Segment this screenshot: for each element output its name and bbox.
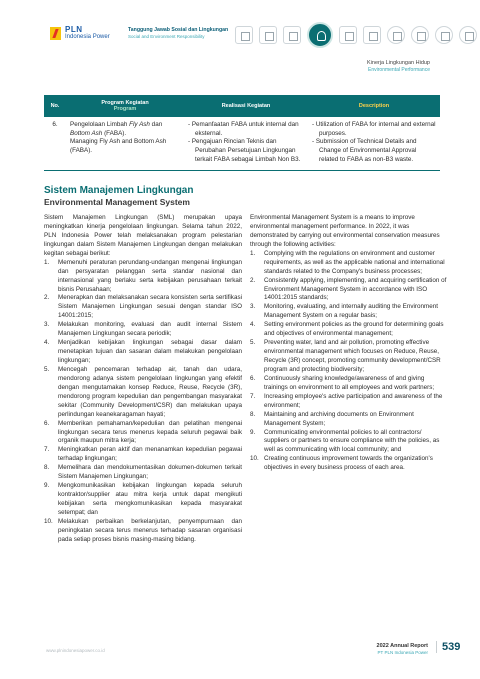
leaf-icon[interactable] <box>307 22 333 48</box>
section-heading <box>44 185 193 207</box>
row-no: 6. <box>44 117 66 171</box>
heading-id: Sistem Manajemen Lingkungan <box>44 185 194 196</box>
row-program-id: Pengelolaan Limbah Fly Ash dan Bottom Ash (FABA). <box>70 121 163 137</box>
row-description <box>308 117 440 171</box>
list-item <box>250 393 448 411</box>
row-program-en: Managing Fly Ash and Bottom Ash (FABA). <box>70 138 167 155</box>
list-item-text: Complying with the regulations on environment and customer requirements, as well as the applicable national and international standards related to the Company's business processes; <box>264 249 445 275</box>
list-item <box>250 321 448 339</box>
list-item-text: Setting environment policies as the ground for determining goals and objectives of environmental management; <box>264 321 444 338</box>
chapter-title-id: Tanggung Jawab Sosial dan Lingkungan <box>128 27 229 33</box>
list-item-text: Menjadikan kebijakan lingkungan sebagai dasar dalam menetapkan tujuan dan sasaran dalam melakukan pengelolaan lingkungan; <box>58 339 242 364</box>
list-item-text: Continuously sharing knowledge/awareness of and giving trainings on environment to all employees and work partners; <box>264 374 435 391</box>
list-item-number: 8. <box>250 410 256 418</box>
badge-icon[interactable] <box>411 26 429 44</box>
header-no: No. <box>44 95 66 117</box>
list-item-number: 1. <box>44 258 50 266</box>
list-item-number: 8. <box>44 464 50 472</box>
list-item-text: Maintaining and archiving documents on Environment Management System; <box>264 410 414 427</box>
program-table <box>44 95 440 171</box>
list-item-text: Increasing employee's active participation and awareness of the environment; <box>264 392 443 409</box>
list-item: - Pengajuan Rincian Teknis dan Perubahan Persetujuan Lingkungan terkait FABA sebagai Limbah Non B3. <box>188 138 304 164</box>
header-program-en: Program <box>113 106 137 112</box>
list-item-text: Communicating environmental policies to all contractors/ suppliers or partners to ensure compliance with the policies, as well as communicating with local community; and <box>264 428 440 454</box>
list-item <box>250 429 448 456</box>
list-item-number: 10. <box>250 455 259 463</box>
list-item <box>44 321 242 339</box>
list-item-text: Menerapkan dan melaksanakan secara konsisten serta sertifikasi Sistem Manajemen Lingkungan sesuai dengan standar ISO 14001:2015; <box>58 294 242 320</box>
company-logo[interactable] <box>50 26 110 40</box>
list-item-text: Mencegah pencemaran terhadap air, tanah dan udara, mendorong adanya sistem pengelolaan lingkungan yang efektif dengan mengutamakan konsep Reduce, Reuse, Recycle (3R), mendorong program kepedulian dan pengembangan masyarakat sekitar (Community Development/CSR) dan melakukan upaya perlindungan keanekaragaman hayati; <box>58 365 242 418</box>
list-item-number: 7. <box>250 392 256 400</box>
list-item-number: 4. <box>44 339 50 347</box>
list-item-number: 5. <box>250 339 256 347</box>
list-item-number: 6. <box>250 374 256 382</box>
row-realisasi <box>184 117 308 171</box>
list-item-number: 4. <box>250 321 256 329</box>
intro-en: Environmental Management System is a means to improve environmental management performance. In 2022, it was demonstrated by carrying out environmental conservation measures through the following activities: <box>250 214 440 248</box>
badge-icon[interactable] <box>435 26 453 44</box>
list-item <box>44 464 242 482</box>
list-id <box>44 259 242 545</box>
list-item <box>44 366 242 420</box>
chapter-nav <box>235 22 480 48</box>
list-item-text: Monitoring, evaluating, and internally auditing the Environment Management System on a regular basis; <box>264 303 438 320</box>
footer-report <box>377 643 428 655</box>
list-item-text: Melakukan perbaikan berkelanjutan, penyempurnaan dan peningkatan secara terus menerus terhadap sasaran organisasi pada setiap proses bisnis masing-masing bidang. <box>58 517 242 543</box>
list-item <box>250 277 448 304</box>
list-item: - Pemanfaatan FABA untuk internal dan eksternal. <box>188 121 304 138</box>
right-column <box>250 214 448 473</box>
list-item <box>250 411 448 429</box>
list-item <box>250 455 448 473</box>
list-item <box>44 518 242 545</box>
list-item-number: 7. <box>44 446 50 454</box>
logo-name: PLN <box>65 25 83 34</box>
list-item <box>44 339 242 366</box>
badge-icon[interactable] <box>459 26 477 44</box>
list-en <box>250 250 448 473</box>
section-header <box>367 60 430 73</box>
list-item-text: Preventing water, land and air pollution, promoting effective environmental management which focuses on Reduce, Reuse, Recycle (3R) concept, promoting community development/CSR program and protecting biodiversity; <box>264 339 441 373</box>
logo-subtitle: Indonesia Power <box>65 34 110 40</box>
list-item-text: Memberikan pemahaman/kepedulian dan pelatihan mengenai lingkungan secara terus menerus kepada seluruh pegawai baik organik maupun mitra kerja; <box>58 419 242 445</box>
header-program-id: Program Kegiatan <box>101 100 149 106</box>
list-item-number: 2. <box>44 294 50 302</box>
heading-en: Environmental Management System <box>44 197 190 207</box>
page-header <box>0 0 480 50</box>
list-item-text: Mengkomunikasikan kebijakan lingkungan kepada seluruh kontraktor/supplier atau mitra kerja untuk dapat mengikuti kebijakan serta mengkomunikasikan kepada masyarakat setempat; dan <box>58 482 242 516</box>
table-row <box>44 117 440 171</box>
list-item <box>250 339 448 375</box>
list-item-number: 1. <box>250 249 256 257</box>
list-item: - Submission of Technical Details and Change of Environmental Approval related to FABA as non-B3 waste. <box>312 138 436 164</box>
badge-icon[interactable] <box>387 26 405 44</box>
section-title-id: Kinerja Lingkungan Hidup <box>367 60 430 66</box>
left-column <box>44 214 242 545</box>
list-item-text: Melakukan monitoring, evaluasi dan audit internal Sistem Manajemen Lingkungan secara periodik; <box>58 321 242 338</box>
list-item-number: 10. <box>44 517 53 525</box>
list-item-text: Consistently applying, implementing, and acquiring certification of Environment Management System in accordance with ISO 14001:2015 standards; <box>264 276 447 302</box>
report-company: PT PLN Indonesia Power <box>377 649 428 655</box>
list-item-text: Memenuhi peraturan perundang-undangan mengenai lingkungan dan persyaratan pelanggan serta standar nasional dan internasional yang berlaku serta kebijakan perusahaan terkait bisnis Perusahaan; <box>58 258 242 293</box>
header-program <box>66 95 184 117</box>
list-item <box>250 375 448 393</box>
header-description: Description <box>308 95 440 117</box>
header-realisasi: Realisasi Kegiatan <box>184 95 308 117</box>
grid-icon[interactable] <box>339 26 357 44</box>
list-item-number: 9. <box>250 428 256 436</box>
document-icon[interactable] <box>235 26 253 44</box>
list-item-number: 3. <box>44 321 50 329</box>
report-icon[interactable] <box>283 26 301 44</box>
report-title: 2022 Annual Report <box>376 643 428 649</box>
document-icon[interactable] <box>259 26 277 44</box>
list-item <box>44 259 242 295</box>
chapter-title-en: Social and Environment Responsibility <box>128 33 205 39</box>
intro-id: Sistem Manajemen Lingkungan (SML) merupakan upaya meningkatkan kinerja pengelolaan lingkungan. Selama tahun 2022, PLN Indonesia Power telah melaksanakan program pelestarian lingkungan dalam Sistem Manajemen Lingkungan dengan melakukan kegitan sebagai berikut: <box>44 214 242 257</box>
list-item-text: Creating continuous improvement towards the organization's objectives in every business process of each area. <box>264 455 433 472</box>
list-item <box>44 446 242 464</box>
list-item-number: 6. <box>44 419 50 427</box>
list-item-text: Memelihara dan mendokumentasikan dokumen-dokumen terkait Sistem Manajemen Lingkungan; <box>58 464 242 481</box>
list-item-number: 2. <box>250 276 256 284</box>
row-program <box>66 117 184 171</box>
list-item: - Utilization of FABA for internal and external purposes. <box>312 121 436 138</box>
footer-url[interactable]: www.plnindonesiapower.co.id <box>46 648 105 653</box>
list-item <box>44 482 242 518</box>
list-item-text: Meningkatkan peran aktif dan menanamkan kepedulian pegawai terhadap lingkungan; <box>58 446 242 463</box>
list-item-number: 3. <box>250 303 256 311</box>
list-item <box>250 303 448 321</box>
list-item-number: 5. <box>44 365 50 373</box>
section-title-en: Environmental Performance <box>368 66 430 73</box>
chapter-title <box>128 28 228 39</box>
list-item <box>250 250 448 277</box>
list-item-number: 9. <box>44 482 50 490</box>
pln-logo-icon <box>50 27 61 40</box>
grid-icon[interactable] <box>363 26 381 44</box>
list-item <box>44 294 242 321</box>
page-number: 539 <box>436 641 460 653</box>
list-item <box>44 420 242 447</box>
